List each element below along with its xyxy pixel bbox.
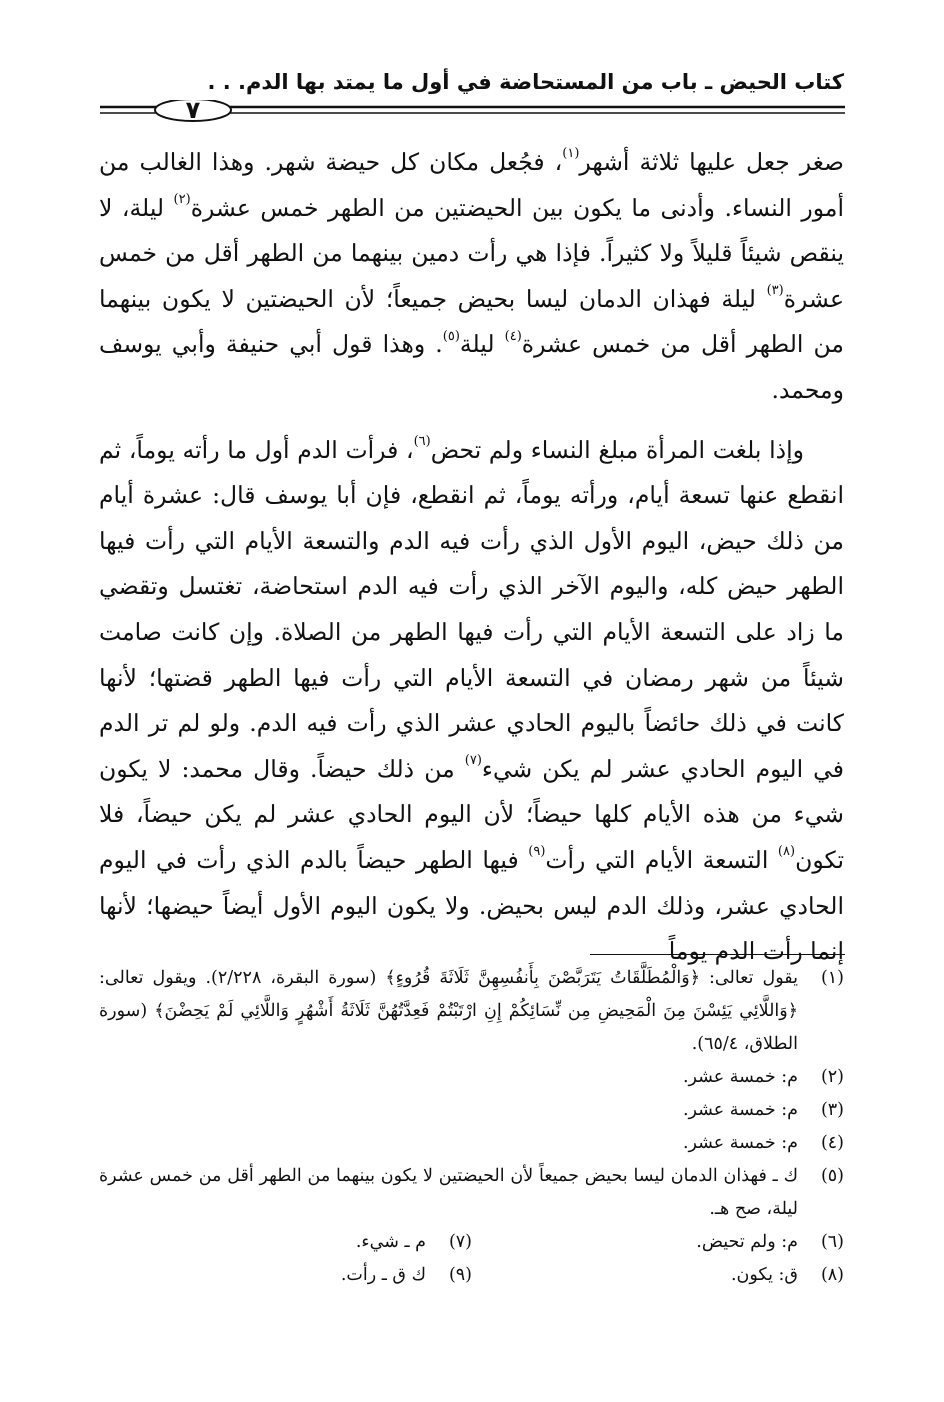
footnote-ref-4: (٤) [504,328,522,344]
footnote-text: م: ولم تحيض. [696,1232,798,1252]
footnotes [99,962,844,1292]
footnote-number: (٧) [448,1232,472,1252]
paragraph-2 [99,428,844,975]
footnote-number: (٣) [820,1100,844,1120]
text-run: . وهذا قول أبي حنيفة وأبي يوسف ومحمد. [99,330,844,404]
text-run: فيها الطهر حيضاً بالدم الذي رأت في اليوم الحادي عشر، وذلك الدم ليس بحيض. ولا يكون اليوم الأول أيضاً حيضها؛ لأنها إنما رأت الدم يوماً [99,845,844,966]
running-title: كتاب الحيض ـ باب من المستحاضة في أول ما يمتد بها الدم. . . [207,70,844,94]
text-run: ليلة [459,330,505,359]
footnote-number: (٥) [820,1166,844,1186]
footnote-text: م: خمسة عشر. [682,1133,798,1153]
footnote-text: م: خمسة عشر. [682,1100,798,1120]
text-run: صغر جعل عليها ثلاثة أشهر [579,148,844,176]
footnote-number: (٦) [820,1232,844,1252]
footnote-9 [100,1259,472,1292]
footnote-number: (٨) [820,1265,844,1285]
text-run: ، فجُعل مكان كل حيضة شهر. وهذا الغالب من أمور النساء. وأدنى ما يكون بين الحيضتين من الطهر خمس عشرة [99,148,844,222]
footnote-4 [99,1127,844,1160]
footnote-text: م: خمسة عشر. [682,1067,798,1087]
footnote-number: (٤) [820,1133,844,1153]
footnote-text: ك ـ فهذان الدمان ليسا بحيض جميعاً لأن الحيضتين لا يكون بينهما من الطهر أقل من خمس عشرة ليلة، صح هـ. [99,1166,798,1219]
footnote-text: يقول تعالى: ﴿وَالْمُطَلَّقَاتُ يَتَرَبَّصْنَ بِأَنفُسِهِنَّ ثَلَاثَةَ قُرُوءٍ﴾ (سورة البقرة، ٢/٢٢٨). ويقول تعالى: ﴿وَاللَّائِي يَئِسْنَ مِنَ الْمَحِيضِ مِن نِّسَائِكُمْ إِنِ ارْتَبْتُمْ فَعِدَّتُهُنَّ ثَلَاثَةُ أَشْهُرٍ وَاللَّائِي لَمْ يَحِضْنَ﴾ (سورة الطلاق، ٦٥/٤). [99,968,799,1054]
footnote-3 [99,1094,844,1127]
footnote-separator [590,954,845,955]
paragraph-1 [99,140,844,414]
text-run: وإذا بلغت المرأة مبلغ النساء ولم تحض [430,435,804,464]
footnote-row [99,1226,844,1259]
page-number: ٧ [185,96,201,124]
text-run: ليلة، لا ينقص شيئاً قليلاً ولا كثيراً. فإذا هي رأت دمين بينهما من الطهر أقل من خمس عشرة [99,193,844,313]
footnote-ref-3: (٣) [766,282,784,298]
footnote-6 [472,1226,844,1259]
footnote-8 [472,1259,844,1292]
text-run: التسعة الأيام التي رأت [545,845,778,874]
footnote-ref-2: (٢) [173,191,191,207]
text-run: ، فرأت الدم أول ما رأته يوماً، ثم انقطع عنها تسعة أيام، ورأته يوماً، ثم انقطع، فإن أبا يوسف قال: عشرة أيام من ذلك حيض، اليوم الأول الذي رأت فيه الدم والتسعة الأيام التي رأت فيها الطهر حيض كله، واليوم الآخر الذي رأت فيه الدم استحاضة، تغتسل وتقضي ما زاد على التسعة الأيام التي رأت فيها الطهر من الصلاة. وإن كانت صامت شيئاً من شهر رمضان في التسعة الأيام التي رأت فيها الطهر قضتها؛ لأنها كانت في ذلك حائضاً باليوم الحادي عشر الذي رأت فيه الدم. ولو لم تر الدم في اليوم الحادي عشر لم يكن شيء [99,435,844,783]
footnote-ref-6: (٦) [413,433,431,449]
text-run: من ذلك حيضاً. وقال محمد: لا يكون شيء من هذه الأيام كلها حيضاً؛ لأن اليوم الحادي عشر لم يكن حيضاً، فلا تكون [99,754,844,874]
footnote-ref-7: (٧) [464,752,482,768]
footnote-text: م ـ شيء. [355,1232,426,1252]
footnote-number: (٢) [820,1067,844,1087]
main-text [99,140,844,975]
footnote-ref-8: (٨) [777,844,796,860]
footnote-number: (١) [820,968,844,988]
footnote-ref-9: (٩) [528,844,546,860]
footnote-number: (٩) [448,1265,472,1285]
footnote-text: ق: يكون. [730,1265,798,1285]
footnote-5 [99,1160,844,1226]
text-run: ليلة فهذان الدمان ليسا بحيض جميعاً؛ لأن الحيضتين لا يكون بينهما من الطهر أقل من خمس عشرة [99,284,844,359]
footnote-ref-5: (٥) [442,328,460,344]
footnote-2 [99,1061,844,1094]
footnote-row [99,1259,844,1292]
footnote-1 [99,962,844,1061]
footnote-text: ك ق ـ رأت. [340,1265,426,1285]
footnote-ref-1: (١) [562,146,580,162]
footnote-7 [100,1226,472,1259]
